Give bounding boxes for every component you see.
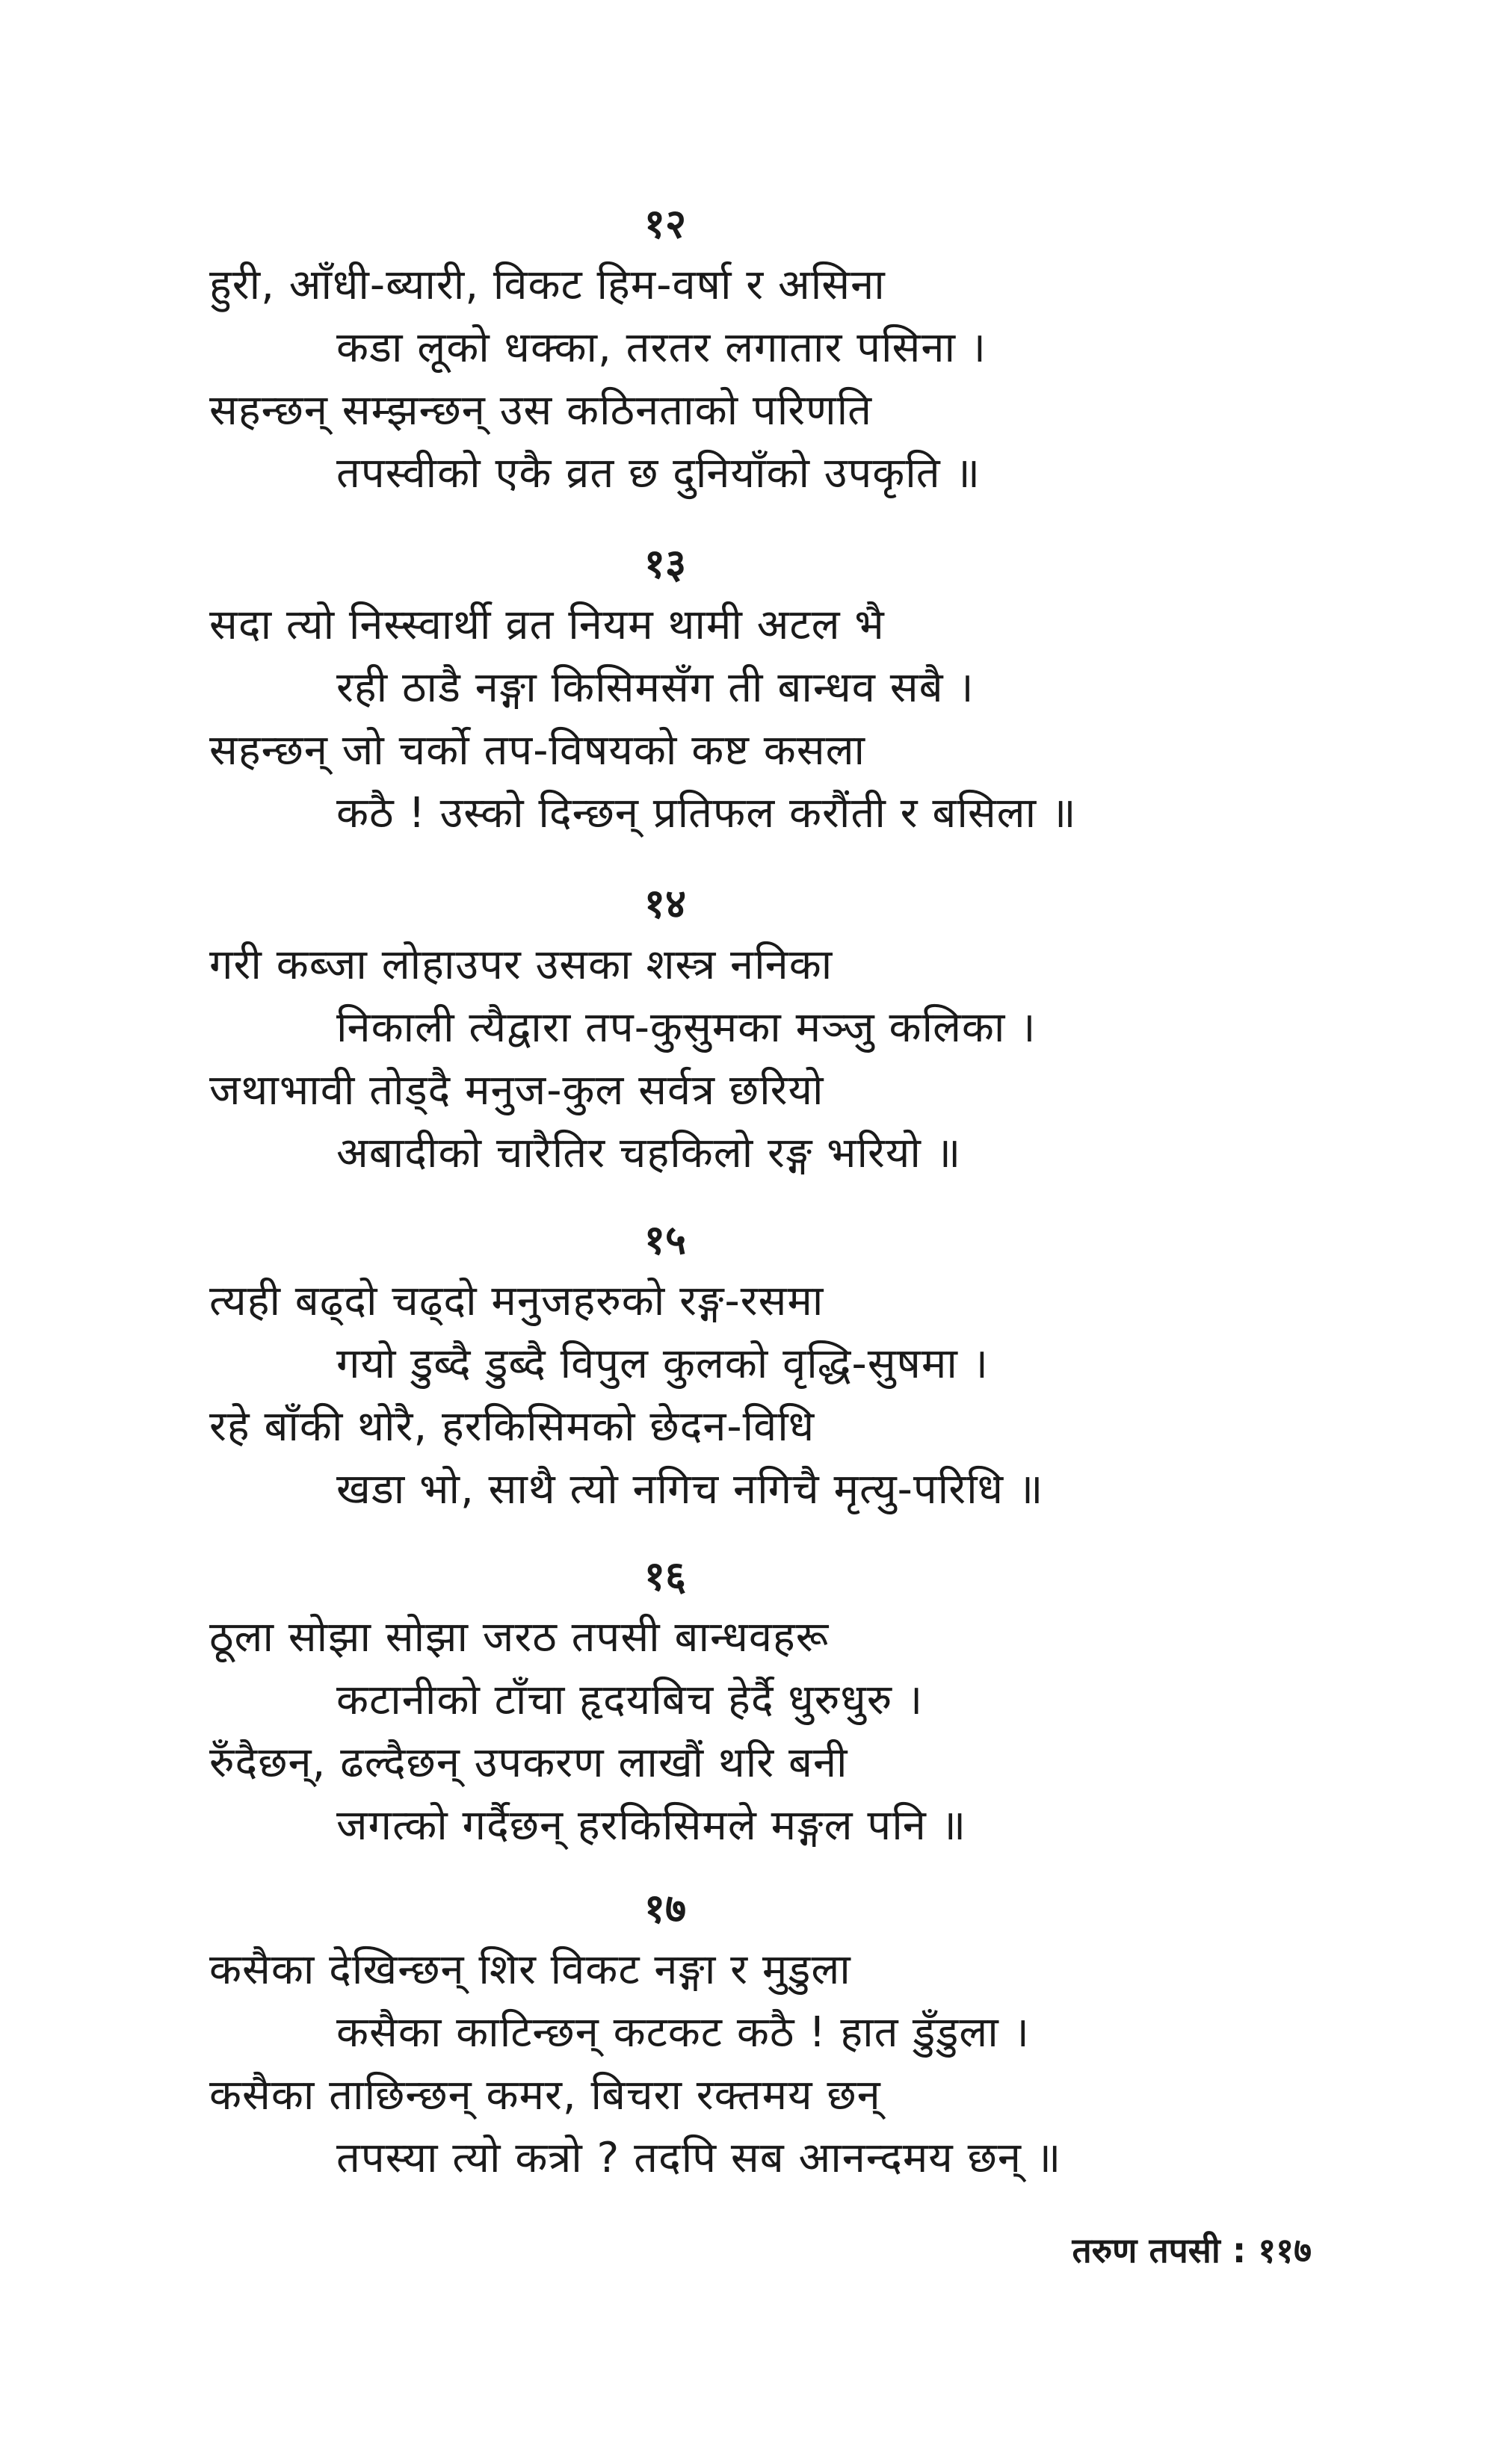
stanza-number: १५ — [643, 1216, 687, 1263]
verse-line: गरी कब्जा लोहाउपर उसका शस्त्र ननिका — [209, 941, 833, 989]
verse-line: सदा त्यो निस्स्वार्थी व्रत नियम थामी अटल भै — [209, 601, 885, 649]
verse-line: कडा लूको धक्का, तरतर लगातार पसिना । — [336, 324, 987, 372]
verse-line: कसैका ताछिन्छन् कमर, बिचरा रक्तमय छन् — [209, 2071, 881, 2120]
stanza-number: १४ — [643, 880, 687, 927]
verse-line: कठै ! उस्को दिन्छन् प्रतिफल करौंती र बसिला ॥ — [336, 789, 1077, 838]
verse-line: अबादीको चारैतिर चहकिलो रङ्ग भरियो ॥ — [336, 1129, 962, 1177]
verse-line: निकाली त्यैद्वारा तप-कुसुमका मञ्जु कलिका । — [336, 1003, 1037, 1052]
verse-line: सहन्छन् जो चर्को तप-विषयको कष्ट कसला — [209, 726, 866, 775]
stanza-14 — [209, 882, 1211, 1185]
stanza-15 — [209, 1218, 1211, 1521]
verse-line: हुरी, आँधी-ब्यारी, विकट हिम-वर्षा र असिना — [209, 261, 886, 309]
stanza-13 — [209, 542, 1211, 845]
verse-line: जगत्को गर्दैछन् हरकिसिमले मङ्गल पनि ॥ — [336, 1801, 967, 1850]
verse-line: तपस्वीको एकै व्रत छ दुनियाँको उपकृति ॥ — [336, 449, 981, 498]
verse-line: रहे बाँकी थोरै, हरकिसिमको छेदन-विधि — [209, 1402, 815, 1451]
verse-line: सहन्छन् सम्झन्छन् उस कठिनताको परिणति — [209, 386, 873, 435]
verse-line: कसैका काटिन्छन् कटकट कठै ! हात डुँडुला । — [336, 2008, 1030, 2057]
verse-line: कसैका देखिन्छन् शिर विकट नङ्गा र मुडुला — [209, 1945, 851, 1994]
verse-line: रुँदैछन्, ढल्दैछन् उपकरण लाखौं थरि बनी — [209, 1739, 848, 1787]
verse-line: कटानीको टाँचा हृदयबिच हेर्दै धुरुधुरु । — [336, 1676, 924, 1724]
stanza-number: १७ — [643, 1885, 687, 1932]
page-footer-title-and-number: तरुण तपसी : ११७ — [1072, 2230, 1312, 2270]
stanza-12 — [209, 202, 1211, 505]
stanza-number: १६ — [643, 1553, 687, 1600]
verse-line: त्यही बढ्दो चढ्दो मनुजहरुको रङ्ग-रसमा — [209, 1277, 824, 1325]
verse-line: जथाभावी तोड्दै मनुज-कुल सर्वत्र छरियो — [209, 1066, 824, 1115]
verse-line: ठूला सोझा सोझा जरठ तपसी बान्धवहरू — [209, 1613, 830, 1662]
verse-line: खडा भो, साथै त्यो नगिच नगिचै मृत्यु-परिधि ॥ — [336, 1465, 1044, 1514]
stanza-number: १२ — [643, 200, 687, 247]
verse-line: गयो डुब्दै डुब्दै विपुल कुलको वृद्धि-सुषमा । — [336, 1340, 989, 1388]
stanza-number: १३ — [643, 540, 687, 587]
stanza-16 — [209, 1554, 1211, 1857]
verse-line: तपस्या त्यो कत्रो ? तदपि सब आनन्दमय छन् ॥ — [336, 2134, 1062, 2182]
verse-line: रही ठाडै नङ्गा किसिमसँग ती बान्धव सबै । — [336, 663, 975, 712]
stanza-17 — [209, 1886, 1211, 2190]
